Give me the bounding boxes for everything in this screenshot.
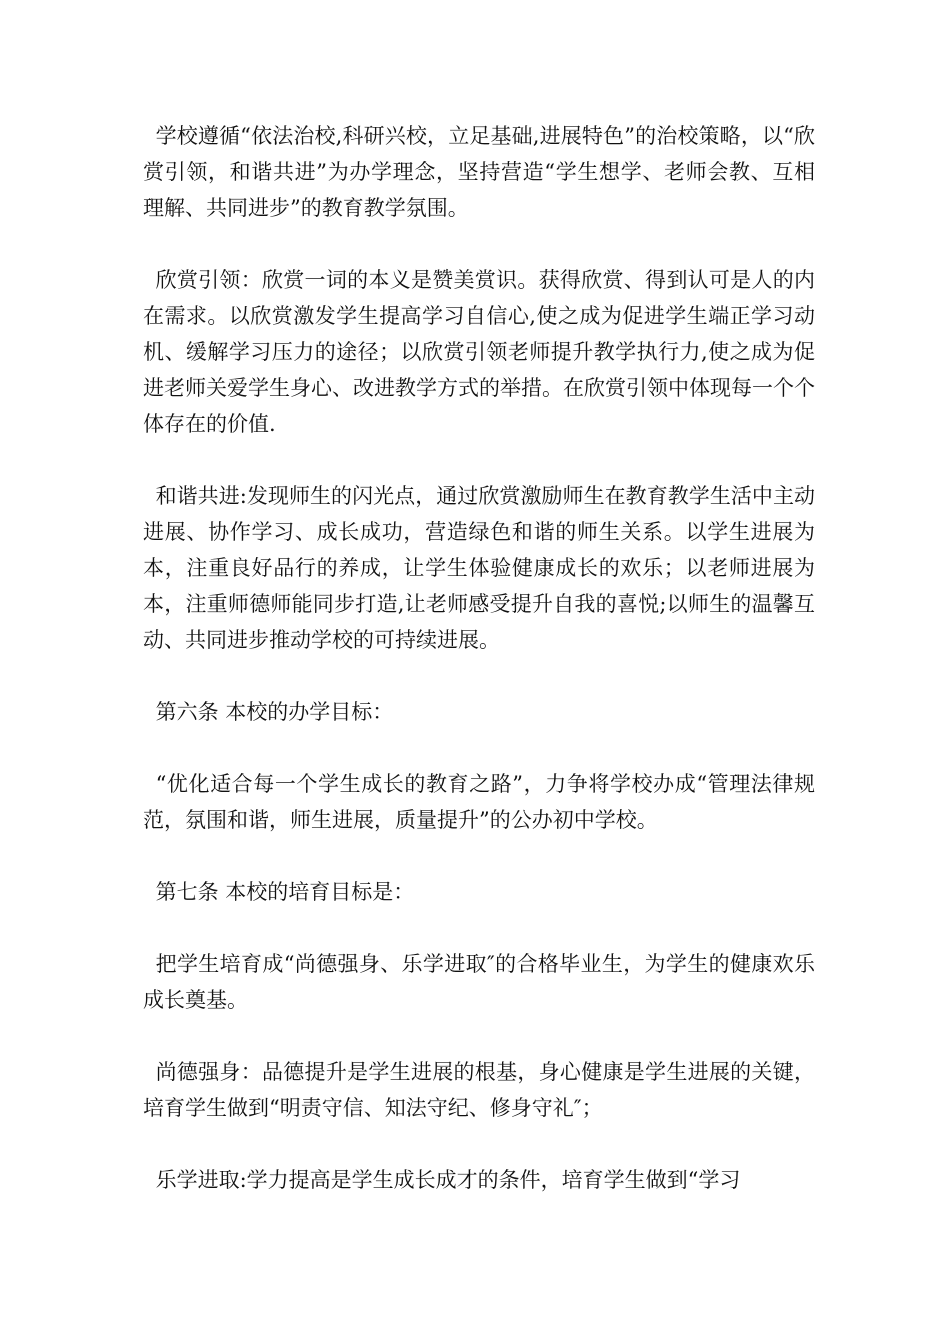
paragraph-school-goal: “优化适合每一个学生成长的教育之路”，力争将学校办成“管理法律规范，氛围和谐，师生进展，质量提升”的公办初中学校。 xyxy=(143,772,815,832)
paragraph-virtue-health: 尚德强身：品德提升是学生进展的根基，身心健康是学生进展的关键，培育学生做到“明责守信、知法守纪、修身守礼″； xyxy=(143,1060,815,1120)
article-seven-heading: 第七条 本校的培育目标是： xyxy=(155,880,415,904)
paragraph-harmony-progress: 和谐共进:发现师生的闪光点，通过欣赏激励师生在教育教学生活中主动进展、协作学习、成长成功，营造绿色和谐的师生关系。以学生进展为本，注重良好品行的养成，让学生体验健康成长的欢乐；以老师进展为本，注重师德师能同步打造,让老师感受提升自我的喜悦;以师生的温馨互动、共同进步推动学校的可持续进展。 xyxy=(143,484,815,652)
article-six-heading: 第六条 本校的办学目标： xyxy=(155,700,394,724)
paragraph-school-strategy: 学校遵循“依法治校,科研兴校，立足基础,进展特色”的治校策略，以“欣赏引领，和谐共进”为办学理念，坚持营造“学生想学、老师会教、互相理解、共同进步”的教育教学氛围。 xyxy=(143,124,815,220)
document-body xyxy=(143,118,815,1234)
paragraph-appreciation-lead: 欣赏引领：欣赏一词的本义是赞美赏识。获得欣赏、得到认可是人的内在需求。以欣赏激发学生提高学习自信心,使之成为促进学生端正学习动机、缓解学习压力的途径；以欣赏引领老师提升教学执行力,使之成为促进老师关爱学生身心、改进教学方式的举措。在欣赏引领中体现每一个个体存在的价值. xyxy=(143,268,815,436)
paragraph-training-goal: 把学生培育成“尚德强身、乐学进取″的合格毕业生，为学生的健康欢乐成长奠基。 xyxy=(143,952,815,1012)
paragraph-love-learning: 乐学进取:学力提高是学生成长成才的条件，培育学生做到“学习 xyxy=(155,1168,741,1192)
